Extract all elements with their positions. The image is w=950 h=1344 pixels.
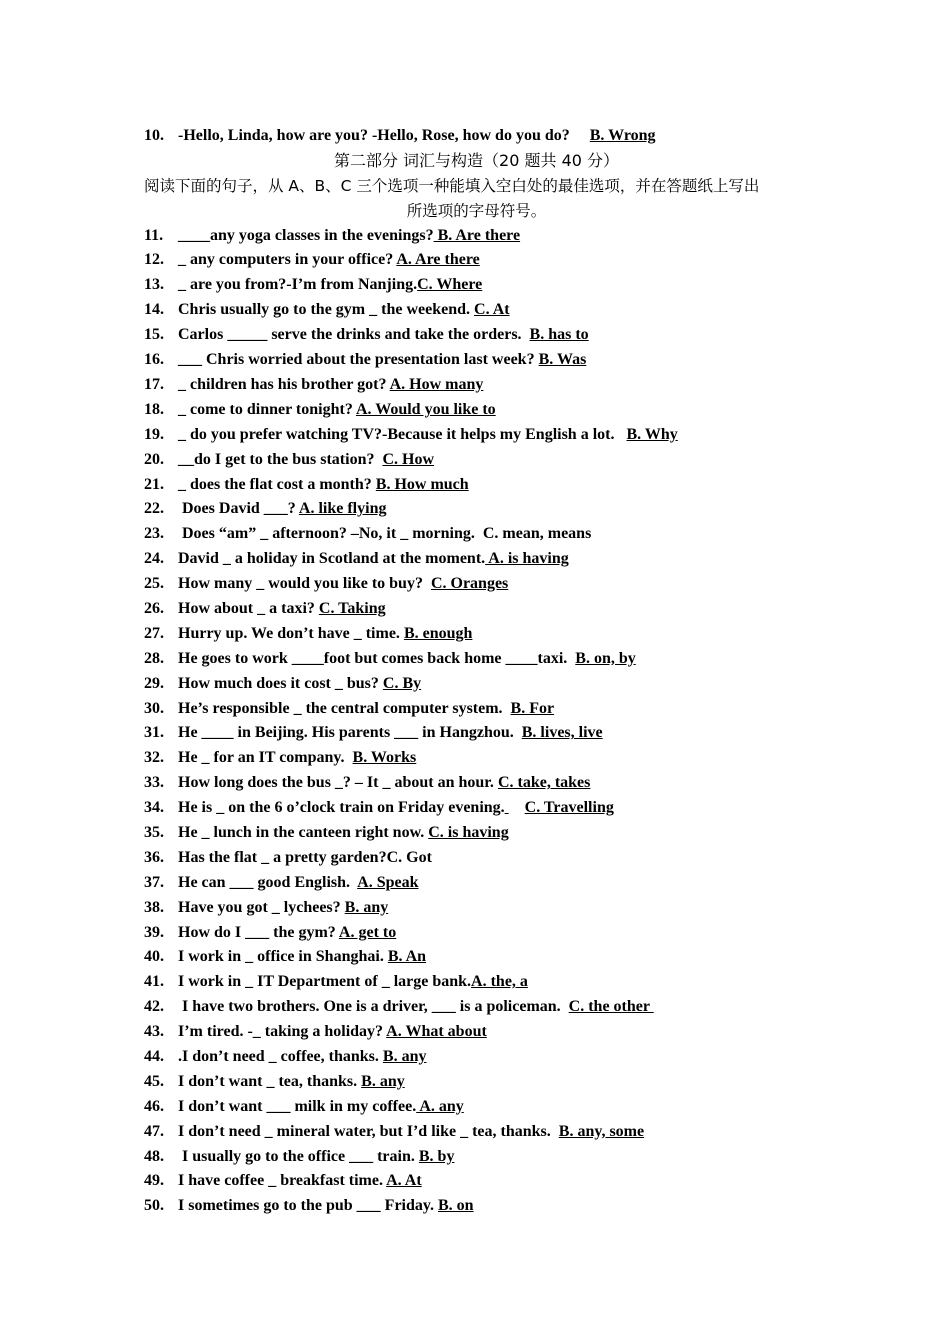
question-number: 15. — [144, 326, 164, 344]
question-number: 50. — [144, 1197, 164, 1215]
question-text: .I don’t need _ coffee, thanks. — [178, 1047, 383, 1065]
question-text: _ do you prefer watching TV?-Because it helps my English a lot. — [178, 425, 627, 443]
question-item — [144, 796, 809, 821]
question-number: 30. — [144, 699, 164, 717]
question-list — [144, 224, 809, 1220]
question-text: I don’t want ___ milk in my coffee. — [178, 1097, 417, 1115]
question-answer: B. any, some — [558, 1122, 645, 1140]
question-answer: B. by — [418, 1147, 455, 1165]
question-number: 42. — [144, 998, 164, 1016]
question-answer: C. take, takes — [497, 774, 591, 792]
question-answer: A. is having — [485, 550, 569, 568]
question-text: _ does the flat cost a month? — [178, 475, 376, 493]
question-number: 14. — [144, 301, 164, 319]
question-item — [144, 1169, 809, 1194]
question-text: I work in _ office in Shanghai. — [178, 948, 388, 966]
question-text: I have two brothers. One is a driver, ___ is a policeman. — [178, 998, 569, 1016]
question-item — [144, 846, 809, 871]
question-answer: B. has to — [529, 326, 589, 344]
question-answer: C. Taking — [318, 599, 386, 617]
question-text: I don’t want _ tea, thanks. — [178, 1072, 362, 1090]
question-text: I sometimes go to the pub ___ Friday. — [178, 1197, 438, 1215]
question-item — [144, 273, 809, 298]
question-answer: B. For — [510, 699, 555, 717]
question-item — [144, 1045, 809, 1070]
question-item — [144, 721, 809, 746]
question-item — [144, 647, 809, 672]
question-answer: C. is having — [428, 823, 509, 841]
question-item — [144, 1194, 809, 1219]
question-number: 35. — [144, 823, 164, 841]
question-item — [144, 970, 809, 995]
question-item — [144, 473, 809, 498]
question-answer: C. By — [382, 674, 422, 692]
question-number: 46. — [144, 1097, 164, 1115]
question-text: How long does the bus _? – It _ about an hour. — [178, 774, 498, 792]
question-text: How much does it cost _ bus? — [178, 674, 383, 692]
question-text: Carlos _____ serve the drinks and take the orders. — [178, 326, 530, 344]
question-answer: B. Works — [352, 749, 417, 767]
question-answer: C. the other — [568, 998, 654, 1016]
question-number: 36. — [144, 848, 164, 866]
question-text: He ____ in Beijing. His parents ___ in Hangzhou. — [178, 724, 522, 742]
question-item — [144, 572, 809, 597]
question-number: 20. — [144, 450, 164, 468]
question-number: 39. — [144, 923, 164, 941]
question-number: 47. — [144, 1122, 164, 1140]
question-number: 43. — [144, 1023, 164, 1041]
question-number: 28. — [144, 649, 164, 667]
question-number: 23. — [144, 525, 164, 543]
question-text: I’m tired. -_ taking a holiday? — [178, 1023, 387, 1041]
question-item — [144, 448, 809, 473]
question-text: He is _ on the 6 o’clock train on Friday evening. — [178, 799, 505, 817]
question-answer: A. Would you like to — [355, 400, 496, 418]
question-item — [144, 1095, 809, 1120]
question-number: 10. — [144, 127, 164, 144]
question-text: He’s responsible _ the central computer system. — [178, 699, 511, 717]
question-answer: A. Are there — [396, 251, 480, 269]
question-number: 29. — [144, 674, 164, 692]
question-number: 44. — [144, 1047, 164, 1065]
question-answer: B. Are there — [433, 226, 521, 244]
question-number: 24. — [144, 550, 164, 568]
question-text: Chris usually go to the gym _ the weekend. — [178, 301, 475, 319]
question-answer: A. any — [416, 1097, 464, 1115]
question-answer: B. any — [361, 1072, 405, 1090]
question-item — [144, 224, 809, 249]
question-text: Has the flat _ a pretty garden?C. Got — [178, 848, 432, 866]
question-item — [144, 298, 809, 323]
question-text: I don’t need _ mineral water, but I’d like _ tea, thanks. — [178, 1122, 559, 1140]
question-text: How do I ___ the gym? — [178, 923, 339, 941]
question-answer: C. How — [382, 450, 435, 468]
question-text: ___ Chris worried about the presentation last week? — [178, 351, 539, 369]
question-number: 34. — [144, 799, 164, 817]
question-item — [144, 597, 809, 622]
question-item — [144, 373, 809, 398]
question-text: He _ for an IT company. — [178, 749, 353, 767]
question-answer: B. Was — [538, 351, 587, 369]
question-answer: C. At — [474, 301, 510, 319]
question-number: 22. — [144, 500, 164, 518]
question-answer: C. Oranges — [430, 575, 509, 593]
question-item — [144, 348, 809, 373]
question-answer: B. any — [344, 898, 389, 916]
question-text: How many _ would you like to buy? — [178, 575, 431, 593]
question-number: 25. — [144, 575, 164, 593]
question-item — [144, 1020, 809, 1045]
question-text: How about _ a taxi? — [178, 599, 319, 617]
question-text: Does “am” _ afternoon? –No, it _ morning. C. mean, means — [178, 525, 592, 543]
question-number: 16. — [144, 351, 164, 369]
instructions — [144, 174, 809, 224]
question-text: ____any yoga classes in the evenings? — [178, 226, 434, 244]
question-item — [144, 995, 809, 1020]
question-item — [144, 771, 809, 796]
content — [144, 124, 809, 1219]
question-answer: B. on, by — [575, 649, 636, 667]
question-number: 21. — [144, 475, 164, 493]
question-item — [144, 1120, 809, 1145]
question-number: 37. — [144, 873, 164, 891]
question-number: 38. — [144, 898, 164, 916]
question-text: _ are you from?-I’m from Nanjing. — [178, 276, 418, 294]
instructions-line-2: 所选项的字母符号。 — [406, 201, 547, 220]
question-item — [144, 1145, 809, 1170]
question-item — [144, 423, 809, 448]
question-number: 17. — [144, 375, 164, 393]
question-text: I work in _ IT Department of _ large bank. — [178, 973, 472, 991]
question-answer: C. Travelling — [524, 799, 614, 817]
question-answer: B. How much — [375, 475, 469, 493]
question-text: _ children has his brother got? — [178, 375, 390, 393]
question-number: 18. — [144, 400, 164, 418]
question-text: _ come to dinner tonight? — [178, 400, 356, 418]
question-item — [144, 1070, 809, 1095]
question-answer: A. like flying — [298, 500, 387, 518]
question-item — [144, 248, 809, 273]
question-item — [144, 522, 809, 547]
question-number: 40. — [144, 948, 164, 966]
question-item — [144, 622, 809, 647]
question-text: Hurry up. We don’t have _ time. — [178, 624, 404, 642]
question-number: 45. — [144, 1072, 164, 1090]
question-item — [144, 921, 809, 946]
question-item — [144, 672, 809, 697]
question-answer: B. An — [387, 948, 427, 966]
question-answer: B. any — [382, 1047, 427, 1065]
question-item — [144, 497, 809, 522]
question-number: 48. — [144, 1147, 164, 1165]
question-answer: B. on — [438, 1197, 474, 1215]
question-text: __do I get to the bus station? — [178, 450, 383, 468]
question-text: He can ___ good English. — [178, 873, 358, 891]
question-number: 27. — [144, 624, 164, 642]
question-answer: B. Why — [626, 425, 678, 443]
question-answer: A. Speak — [357, 873, 419, 891]
question-number: 32. — [144, 749, 164, 767]
question-text: David _ a holiday in Scotland at the moment. — [178, 550, 486, 568]
question-answer: A. At — [386, 1172, 422, 1190]
question-text: Have you got _ lychees? — [178, 898, 345, 916]
question-number: 19. — [144, 425, 164, 443]
question-item — [144, 547, 809, 572]
question-number: 26. — [144, 599, 164, 617]
question-number: 13. — [144, 276, 164, 294]
question-answer: A. What about — [386, 1023, 487, 1041]
question-number: 41. — [144, 973, 164, 991]
question-text: Does David ___? — [178, 500, 299, 518]
answer-spacer — [509, 799, 525, 816]
question-text: -Hello, Linda, how are you? -Hello, Rose, how do you do? — [178, 127, 570, 144]
question-item — [144, 124, 809, 149]
question-item — [144, 896, 809, 921]
question-text: He _ lunch in the canteen right now. — [178, 823, 429, 841]
question-item — [144, 323, 809, 348]
question-number: 12. — [144, 251, 164, 269]
question-item — [144, 746, 809, 771]
question-answer: A. the, a — [471, 973, 528, 991]
question-text: He goes to work ____foot but comes back home ____taxi. — [178, 649, 576, 667]
question-item — [144, 871, 809, 896]
question-answer: A. get to — [338, 923, 397, 941]
question-number: 11. — [144, 226, 164, 244]
question-item — [144, 945, 809, 970]
question-item — [144, 821, 809, 846]
question-text: _ any computers in your office? — [178, 251, 397, 269]
question-item — [144, 697, 809, 722]
question-answer: B. Wrong — [589, 127, 656, 144]
question-text: I usually go to the office ___ train. — [178, 1147, 419, 1165]
question-number: 31. — [144, 724, 164, 742]
question-number: 33. — [144, 774, 164, 792]
question-item — [144, 398, 809, 423]
question-answer: A. How many — [389, 375, 484, 393]
question-number: 49. — [144, 1172, 164, 1190]
question-answer: B. enough — [403, 624, 473, 642]
instructions-line-1: 阅读下面的句子，从 A、B、C 三个选项一种能填入空白处的最佳选项，并在答题纸上写出 — [144, 176, 760, 195]
question-answer: B. lives, live — [521, 724, 603, 742]
question-text: I have coffee _ breakfast time. — [178, 1172, 387, 1190]
question-answer: C. Where — [417, 276, 483, 294]
section-title: 第二部分 词汇与构造（20 题共 40 分） — [333, 150, 620, 170]
